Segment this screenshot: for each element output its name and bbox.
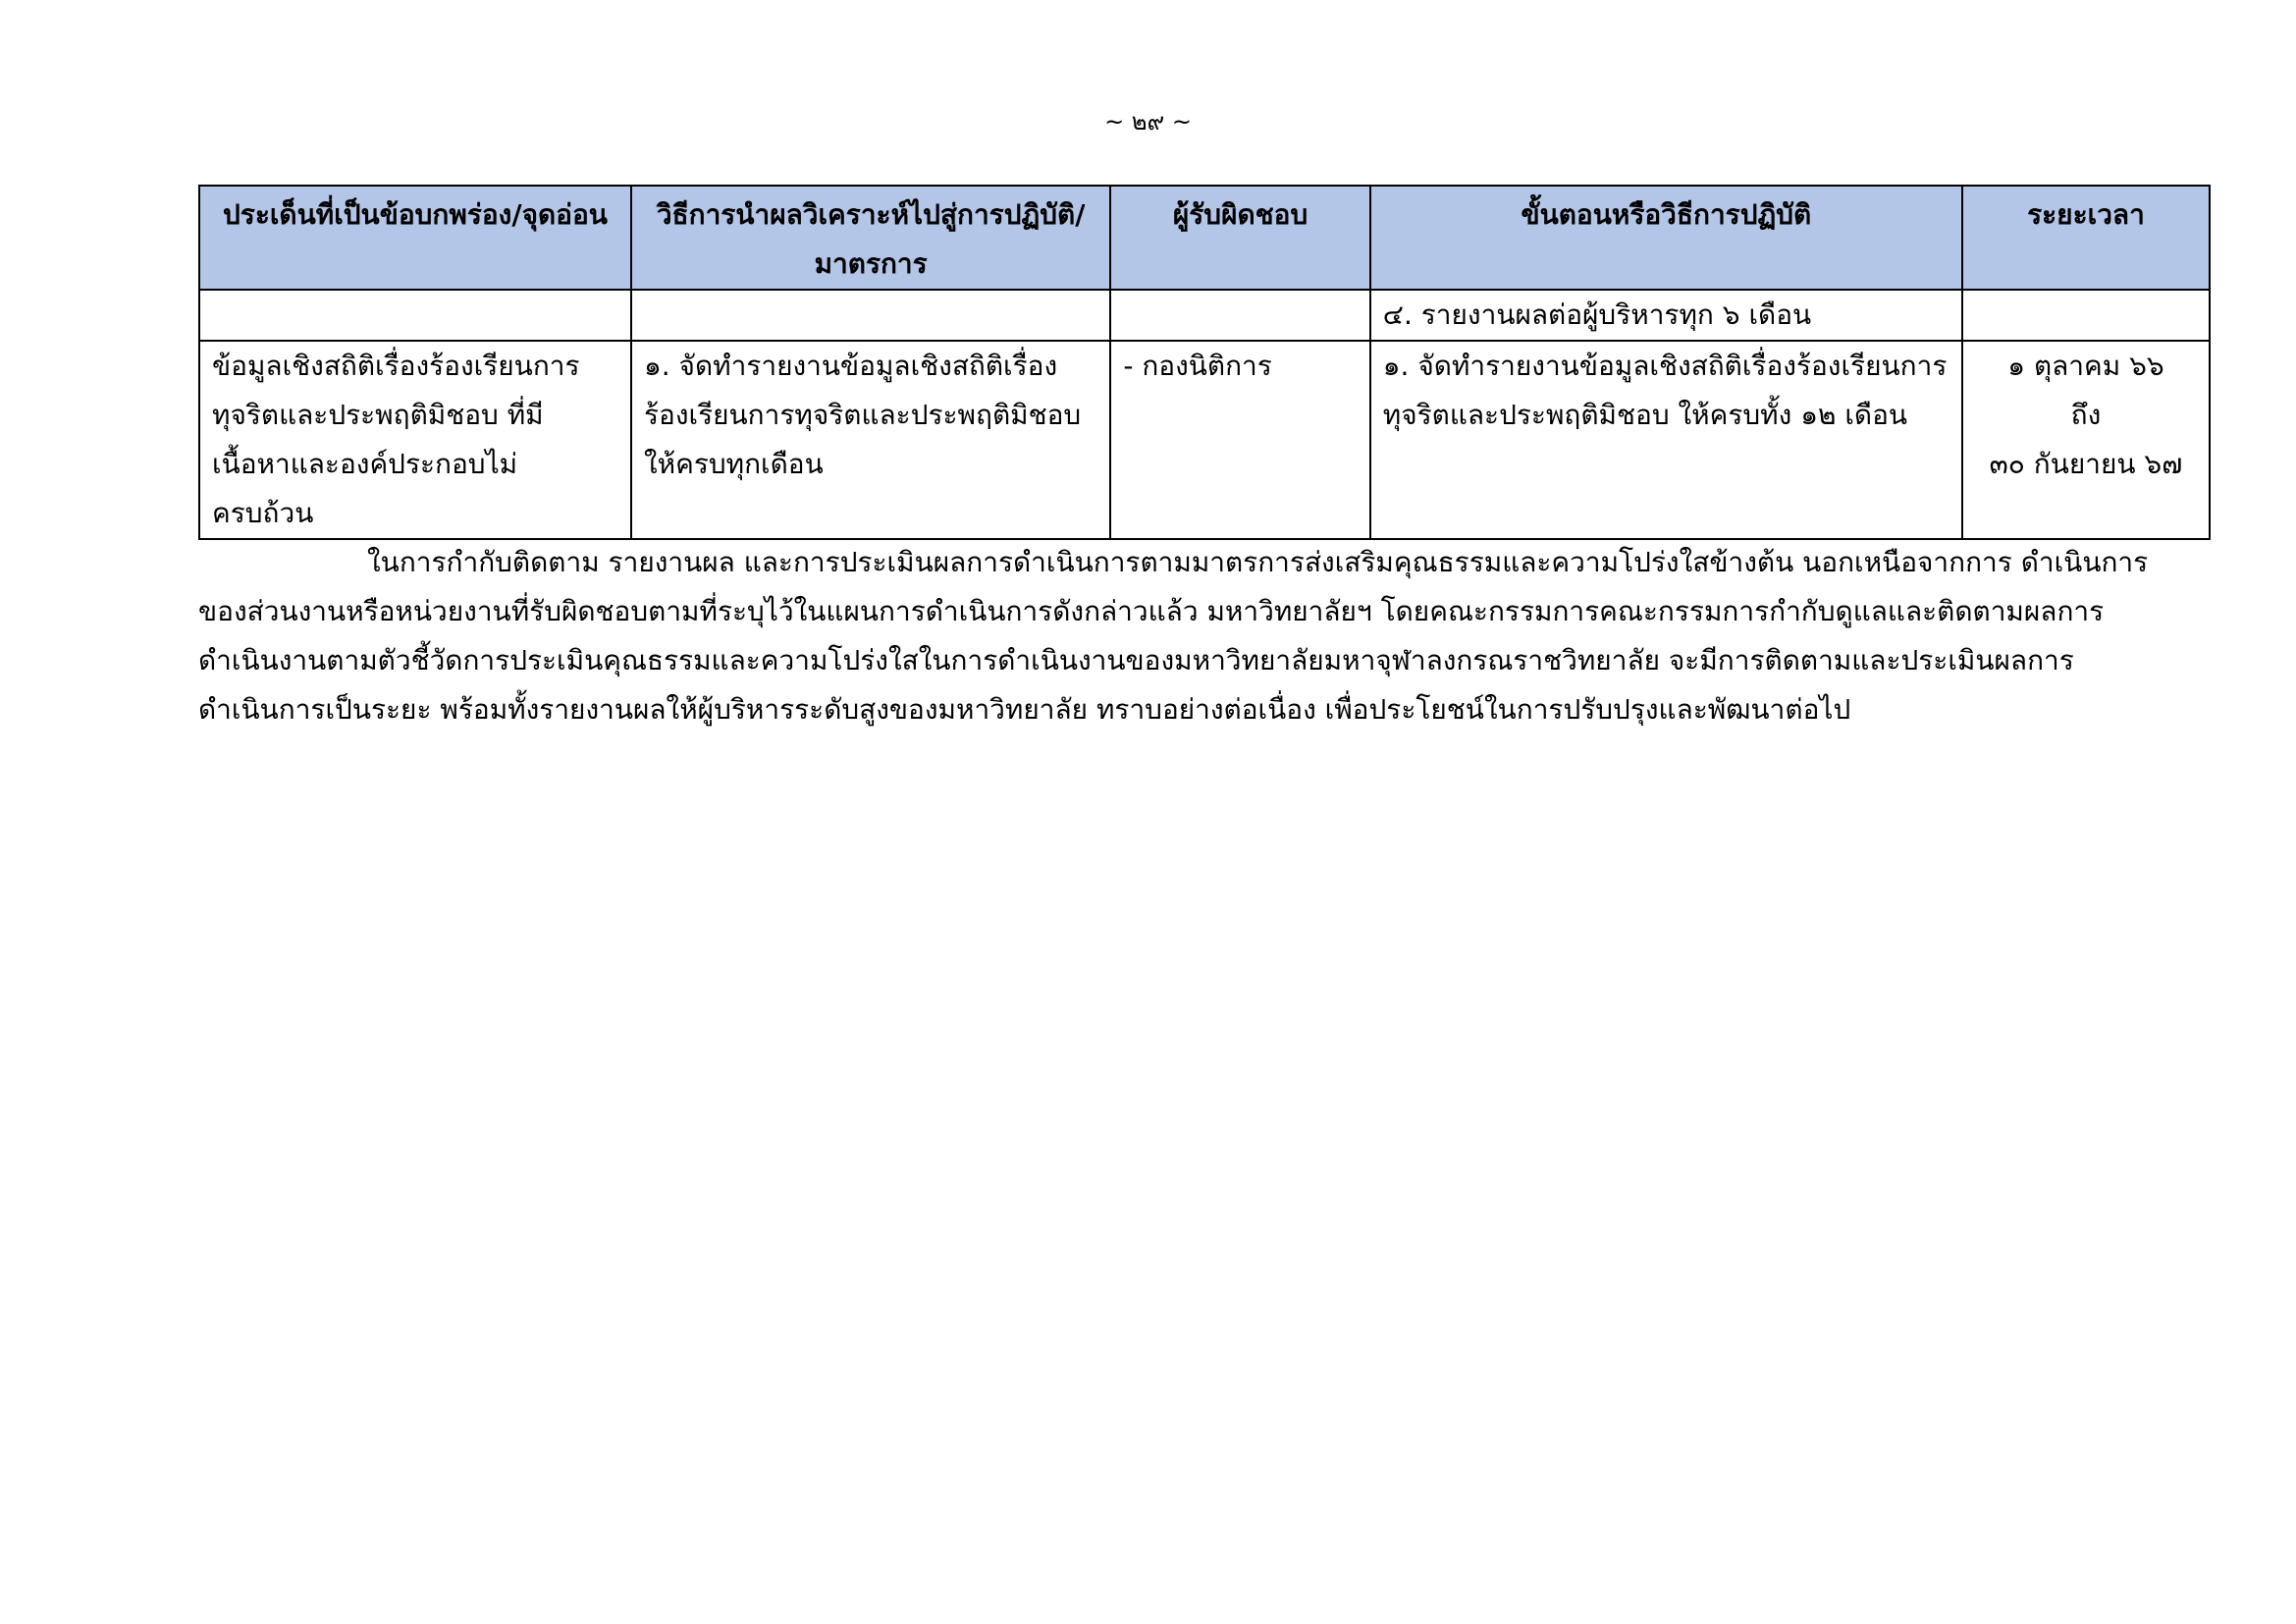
closing-paragraph — [198, 538, 2149, 734]
table-row — [199, 290, 2210, 341]
table-body — [199, 290, 2210, 539]
cell-responsible — [1110, 341, 1369, 539]
cell-text-line: ๑. จัดทำรายงานข้อมูลเชิงสถิติเรื่อง — [643, 350, 1058, 382]
cell-text-line: - กองนิติการ — [1123, 350, 1272, 382]
header-responsible: ผู้รับผิดชอบ — [1110, 186, 1369, 290]
paragraph-line: ดำเนินการเป็นระยะ พร้อมทั้งรายงานผลให้ผู้บริหารระดับสูงของมหาวิทยาลัย ทราบอย่างต่อเนื่อง เพื่อประโยชน์ในการปรับปรุงและพัฒนาต่อไป — [198, 693, 1851, 726]
cell-responsible — [1110, 290, 1369, 341]
header-period: ระยะเวลา — [1962, 186, 2210, 290]
cell-method — [631, 290, 1110, 341]
cell-text-line: ๔. รายงานผลต่อผู้บริหารทุก ๖ เดือน — [1382, 298, 1812, 331]
cell-text-line: ครบถ้วน — [212, 497, 314, 529]
table-row — [199, 341, 2210, 539]
cell-text-line: ร้องเรียนการทุจริตและประพฤติมิชอบ — [643, 399, 1082, 431]
cell-steps — [1370, 290, 1962, 341]
header-row — [199, 186, 2210, 290]
cell-text-line: ๑ ตุลาคม ๖๖ — [2007, 350, 2164, 382]
cell-steps — [1370, 341, 1962, 539]
header-steps: ขั้นตอนหรือวิธีการปฏิบัติ — [1370, 186, 1962, 290]
cell-issue — [199, 290, 631, 341]
cell-text-line: ข้อมูลเชิงสถิติเรื่องร้องเรียนการ — [212, 350, 580, 382]
paragraph-line: ของส่วนงานหรือหน่วยงานที่รับผิดชอบตามที่ระบุไว้ในแผนการดำเนินการดังกล่าวแล้ว มหาวิทยาลัยฯ โดยคณะกรรมการคณะกรรมการกำกับดูแลและติดตามผลการ — [198, 595, 2105, 627]
cell-text-line: ทุจริตและประพฤติมิชอบ ที่มี — [212, 399, 544, 431]
paragraph-line: ดำเนินงานตามตัวชี้วัดการประเมินคุณธรรมและความโปร่งใสในการดำเนินงานของมหาวิทยาลัยมหาจุฬาลงกรณราชวิทยาลัย จะมีการติดตามและประเมินผลการ — [198, 644, 2074, 677]
cell-text-line: ทุจริตและประพฤติมิชอบ ให้ครบทั้ง ๑๒ เดือน — [1382, 399, 1908, 431]
action-plan-table — [198, 185, 2211, 540]
cell-text-line: ให้ครบทุกเดือน — [643, 448, 824, 480]
page-number: ~ ๒๙ ~ — [1104, 108, 1192, 135]
cell-text-line: ๓๐ กันยายน ๖๗ — [1989, 448, 2183, 480]
paragraph-line: ในการกำกับติดตาม รายงานผล และการประเมินผลการดำเนินการตามมาตรการส่งเสริมคุณธรรมและความโปร่งใสข้างต้น นอกเหนือจากการ ดำเนินการ — [367, 546, 2149, 578]
header-method: วิธีการนำผลวิเคราะห์ไปสู่การปฏิบัติ/ มาตรการ — [631, 186, 1110, 290]
cell-text-line: ๑. จัดทำรายงานข้อมูลเชิงสถิติเรื่องร้องเรียนการ — [1382, 350, 1948, 382]
cell-period — [1962, 341, 2210, 539]
cell-method — [631, 341, 1110, 539]
table-header — [199, 186, 2210, 290]
cell-issue — [199, 341, 631, 539]
cell-text-line: เนื้อหาและองค์ประกอบไม่ — [212, 448, 518, 480]
cell-text-line: ถึง — [2070, 399, 2102, 431]
cell-period — [1962, 290, 2210, 341]
header-issue: ประเด็นที่เป็นข้อบกพร่อง/จุดอ่อน — [199, 186, 631, 290]
